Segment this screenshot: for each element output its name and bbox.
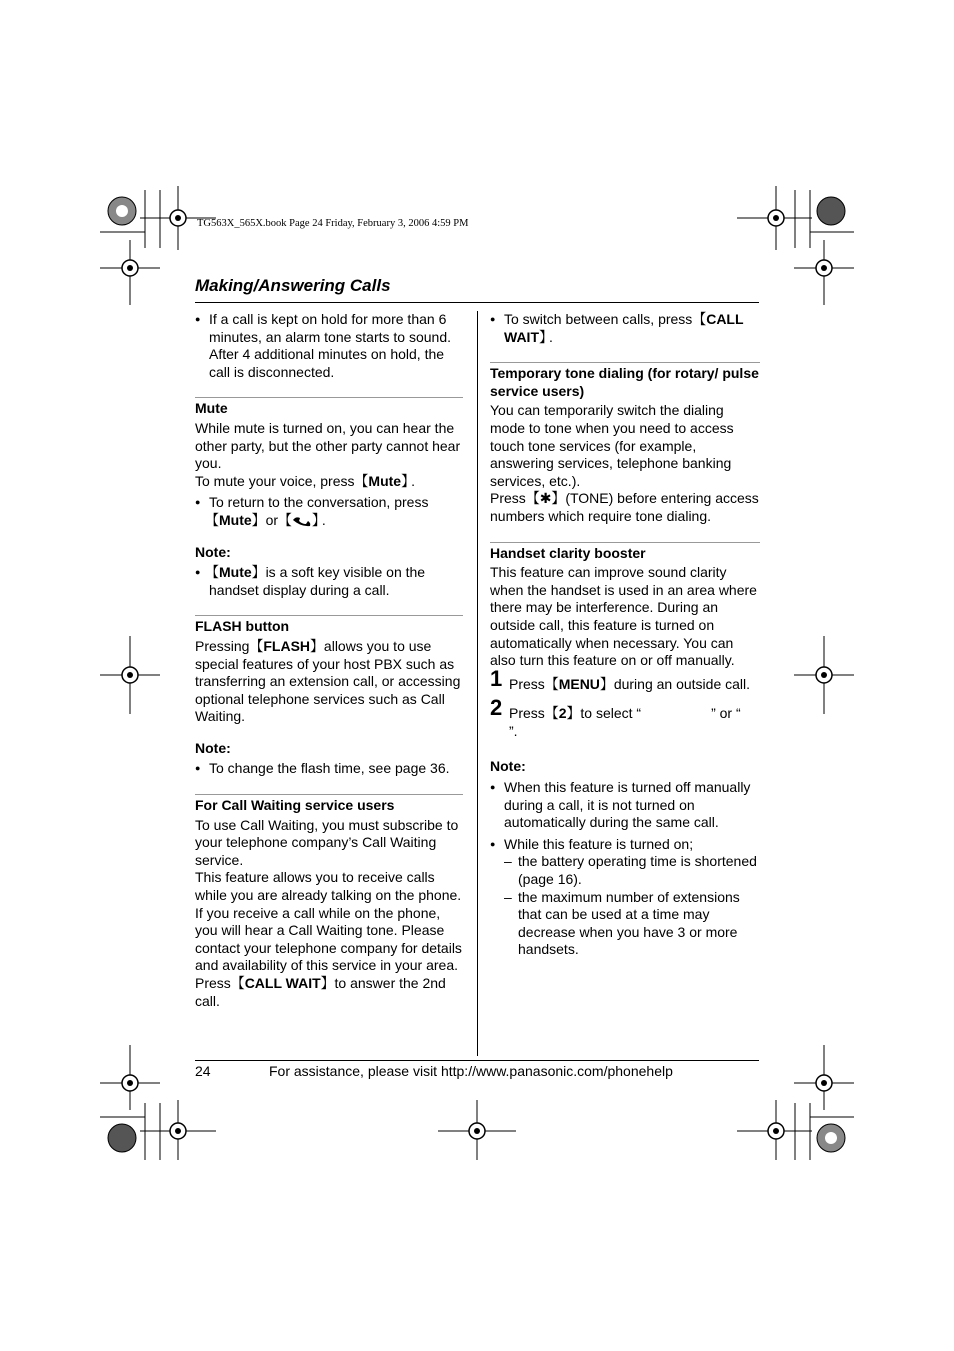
- right-column: [490, 311, 803, 959]
- section-divider: [195, 615, 463, 616]
- step-1: 1 Press 【 MENU 】 during an outside call.: [490, 676, 760, 694]
- flash-text: Pressing 【 FLASH 】 allows you to use special features of your host PBX such as transferring an extension call, or accessing optional telephone services such as Call Waiting.: [195, 638, 463, 726]
- switch-calls-bullet: ● To switch between calls, press 【 CALL WAIT 】 .: [490, 311, 760, 346]
- flash-note-bullet: ● To change the flash time, see page 36.: [195, 760, 463, 778]
- footer-rule: [195, 1060, 759, 1061]
- mute-note-bullet: ● 【 Mute 】 is a soft key visible on the handset display during a call.: [195, 564, 463, 599]
- clarity-note-1: ● When this feature is turned off manually during a call, it is not turned on automatically during the same call.: [490, 779, 760, 832]
- section-divider: [490, 362, 760, 363]
- clarity-heading: Handset clarity booster: [490, 544, 646, 561]
- mute-key: 【 Mute 】: [358, 473, 411, 489]
- star-key-icon: 【 ✱ 】: [530, 490, 562, 506]
- column-divider: [477, 311, 478, 1056]
- tone-dialing-heading: Temporary tone dialing (for rotary/ pulse service users): [490, 365, 759, 399]
- page-number: 24: [195, 1063, 211, 1079]
- mute-text: While mute is turned on, you can hear the other party, but the other party cannot hear you.: [195, 419, 461, 472]
- mute-instruction: To mute your voice, press 【 Mute 】 .: [195, 473, 463, 491]
- step-2: 2 Press 【 2 】 to select “ ” or “ ”.: [490, 705, 760, 740]
- clarity-text: This feature can improve sound clarity when the handset is used in an area where there may be interference. During an outside call, this feature is turned on automatically when necessary. You can also turn this feature on or off manually.: [490, 564, 757, 669]
- call-waiting-heading: For Call Waiting service users: [195, 797, 395, 814]
- call-waiting-p1: To use Call Waiting, you must subscribe to your telephone company’s Call Waiting service.: [195, 816, 459, 868]
- hold-alarm-bullet: ● If a call is kept on hold for more than 6 minutes, an alarm tone starts to sound. After 4 additional minutes on hold, the call is disconnected.: [195, 311, 463, 381]
- clarity-note-2: ● While this feature is turned on;: [490, 836, 760, 854]
- tone-dialing-text: You can temporarily switch the dialing mode to tone when you need to access touch tone services (for example, answering services, telephone banking services, etc.).: [490, 402, 734, 489]
- section-title: Making/Answering Calls: [195, 276, 391, 295]
- call-waiting-p2: This feature allows you to receive calls while you are already talking on the phone. If you receive a call while on the phone, you will hear a Call Waiting tone. Please contact your telephone company for details and availability of this service in your area.: [195, 869, 462, 974]
- talk-phone-icon: [292, 515, 312, 527]
- section-divider: [490, 542, 760, 543]
- mute-note-label: Note:: [195, 543, 231, 560]
- assistance-footer: For assistance, please visit http://www.panasonic.com/phonehelp: [269, 1063, 673, 1079]
- clarity-sub-2: – the maximum number of extensions that can be used at a time may decrease when you have 3 or more handsets.: [490, 889, 760, 959]
- section-divider: [195, 794, 463, 795]
- call-waiting-p3: Press 【 CALL WAIT 】 to answer the 2nd call.: [195, 975, 463, 1010]
- clarity-note-label: Note:: [490, 758, 526, 775]
- flash-heading: FLASH button: [195, 618, 290, 635]
- return-conversation-bullet: ● To return to the conversation, press 【 Mute 】 or 【 】 .: [195, 494, 463, 529]
- left-column: [195, 311, 463, 1010]
- flash-note-label: Note:: [195, 739, 231, 756]
- book-header: TG563X_565X.book Page 24 Friday, February 3, 2006 4:59 PM: [197, 218, 469, 229]
- mute-heading: Mute: [195, 400, 228, 417]
- clarity-sub-1: – the battery operating time is shortened (page 16).: [490, 853, 760, 888]
- title-rule: [195, 302, 759, 303]
- tone-dialing-p2: Press 【 ✱ 】 (TONE) before entering access numbers which require tone dialing.: [490, 490, 760, 525]
- section-divider: [195, 397, 463, 398]
